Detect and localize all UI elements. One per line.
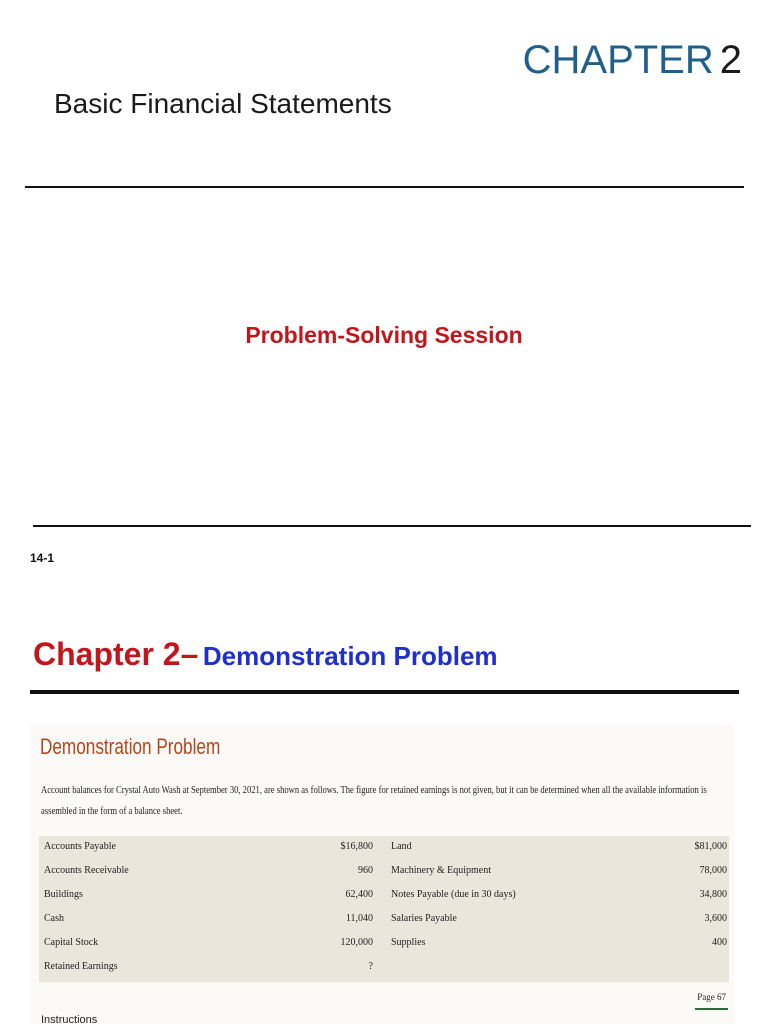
account-name: Notes Payable (due in 30 days) (391, 889, 516, 900)
account-name: Capital Stock (44, 937, 99, 948)
demo-heading-chapter: Chapter 2– (33, 636, 199, 672)
table-row (39, 908, 729, 932)
account-value: 120,000 (340, 937, 373, 948)
table-row (39, 884, 729, 908)
table-row (39, 956, 729, 980)
account-name: Buildings (44, 889, 83, 900)
account-balances-table (39, 836, 729, 982)
textbook-excerpt (30, 724, 734, 1024)
account-name: Accounts Payable (44, 841, 116, 852)
account-value: ? (368, 961, 373, 972)
chapter-word: CHAPTER (522, 38, 714, 82)
chapter-heading (523, 38, 742, 83)
account-value: 400 (712, 937, 727, 948)
account-name: Machinery & Equipment (391, 865, 491, 876)
table-row (39, 836, 729, 860)
table-row (39, 932, 729, 956)
slide-number: 14-1 (30, 551, 55, 565)
instructions-heading: Instructions (41, 1014, 98, 1024)
demo-heading-problem: Demonstration Problem (202, 641, 498, 671)
account-value: $16,800 (340, 841, 373, 852)
divider (25, 186, 744, 188)
session-title: Problem-Solving Session (245, 322, 523, 348)
account-name: Cash (44, 913, 64, 924)
account-value: 11,040 (345, 913, 373, 924)
account-name: Salaries Payable (391, 913, 457, 924)
divider (30, 690, 739, 694)
demo-heading (33, 636, 498, 673)
account-value: 3,600 (704, 913, 727, 924)
account-name: Accounts Receivable (44, 865, 129, 876)
account-name: Supplies (391, 937, 426, 948)
excerpt-title: Demonstration Problem (40, 734, 221, 759)
slide-subtitle: Basic Financial Statements (54, 88, 392, 119)
excerpt-intro: Account balances for Crystal Auto Wash at September 30, 2021, are shown as follows. The figure for retained earnings is not given, but it can be determined when all the available information is assembled in the form of a balance sheet. (41, 784, 707, 817)
account-value: 78,000 (699, 865, 727, 876)
account-value: 34,800 (699, 889, 727, 900)
account-name: Retained Earnings (44, 961, 118, 972)
chapter-number: 2 (719, 38, 742, 82)
account-value: 62,400 (345, 889, 373, 900)
table-row (39, 860, 729, 884)
account-value: 960 (358, 865, 373, 876)
account-value: $81,000 (694, 841, 727, 852)
divider (33, 525, 751, 527)
page-reference: Page 67 (695, 992, 728, 1010)
account-name: Land (391, 841, 412, 852)
